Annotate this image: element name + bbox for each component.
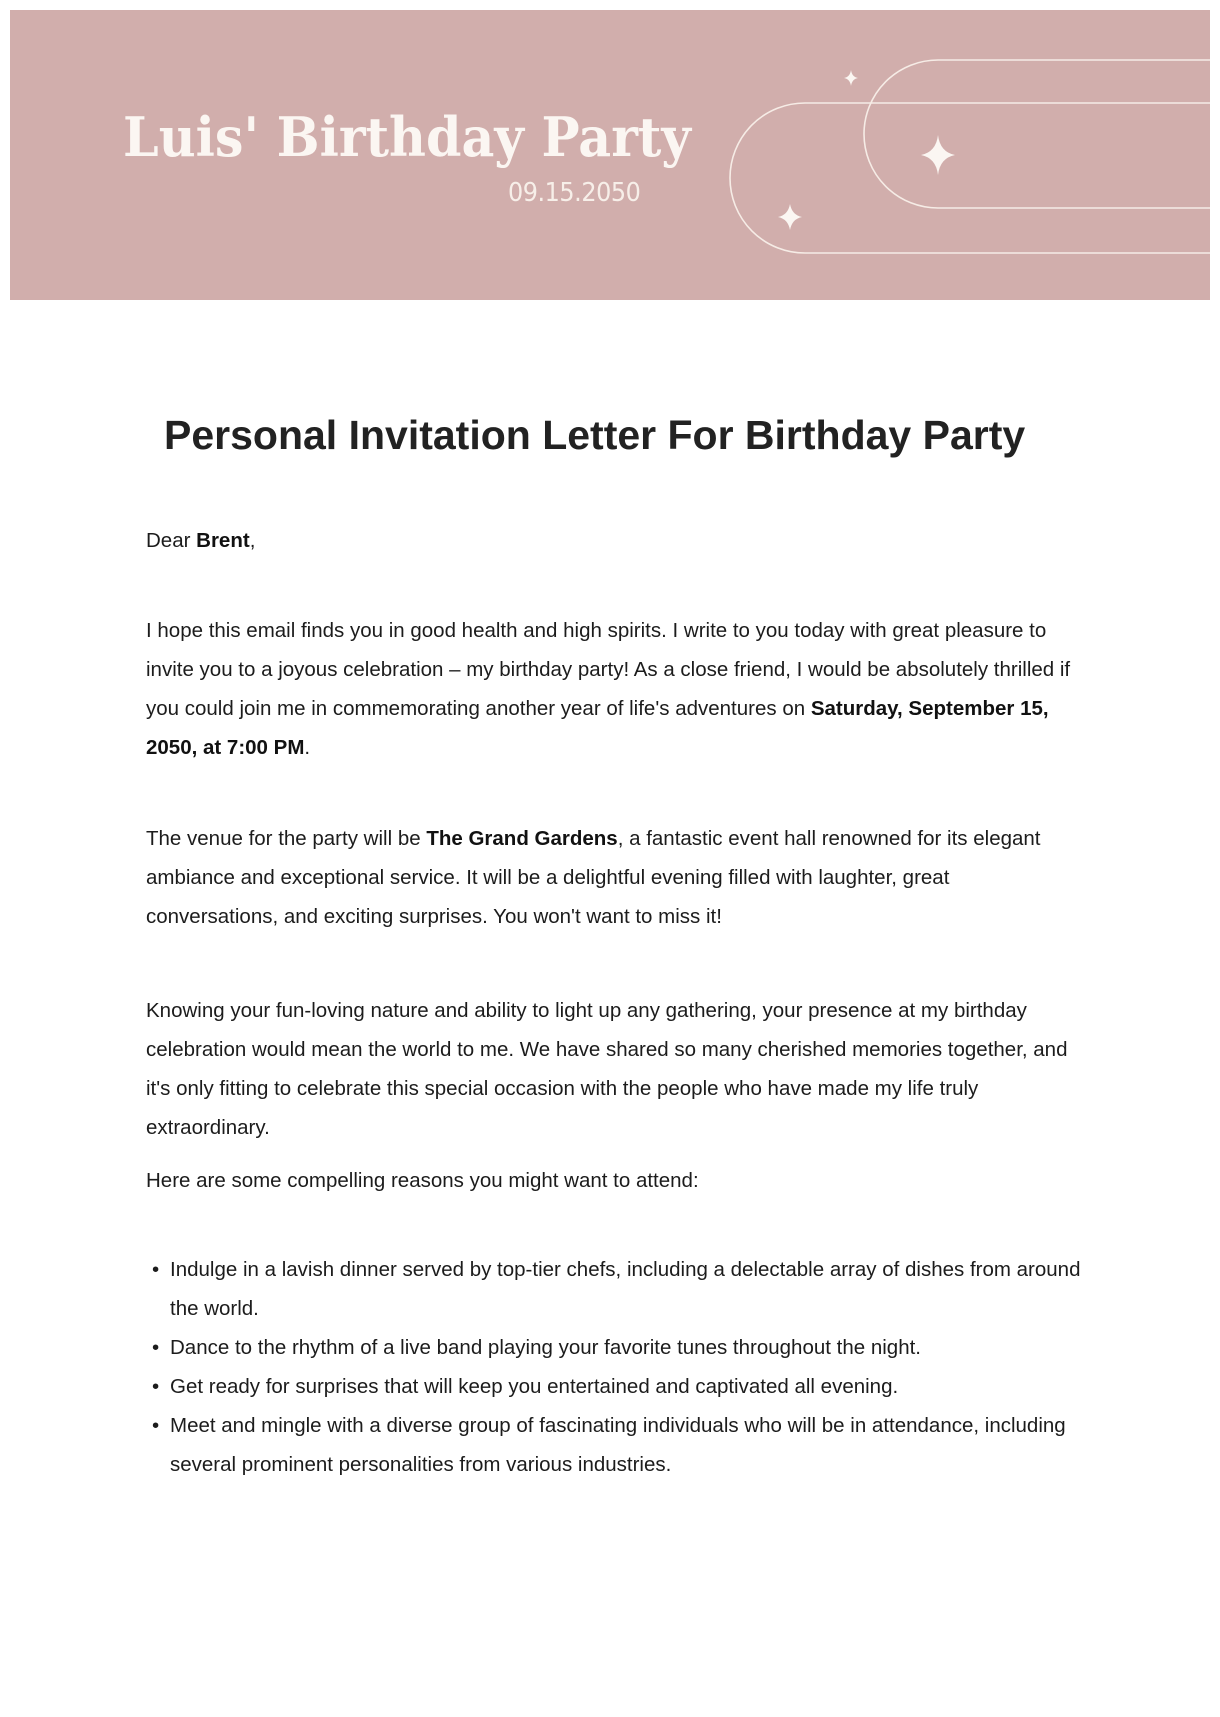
party-date: 09.15.2050 [508, 178, 641, 208]
venue-name: The Grand Gardens [426, 827, 618, 850]
list-item [152, 1328, 1110, 1367]
recipient-name: Brent [196, 529, 250, 552]
bullet-icon: • [152, 1375, 160, 1398]
paragraph-intro-text: I hope this email finds you in good health and high spirits. I write to you today with great pleasure to invite you to a joyous celebration – my birthday party! As a close friend, I would be absolutely thrilled if you could join me in commemorating another year of life's adventures on [146, 619, 1071, 720]
paragraph-venue-after: , a fantastic event hall renowned for its elegant ambiance and exceptional service. It will be a delightful evening filled with laughter, great conversations, and exciting surprises. You won't want to miss it! [146, 827, 1041, 928]
paragraph-venue [146, 819, 1086, 936]
list-item-text: Dance to the rhythm of a live band playing your favorite tunes throughout the night. [170, 1336, 921, 1359]
paragraph-reasons-intro: Here are some compelling reasons you might want to attend: [146, 1169, 699, 1192]
list-item [152, 1250, 1110, 1328]
event-datetime: Saturday, September 15, 2050, at 7:00 PM [146, 697, 1049, 759]
list-item-text: Get ready for surprises that will keep you entertained and captivated all evening. [170, 1375, 899, 1398]
reasons-list [146, 1250, 1110, 1484]
party-title: Luis' Birthday Party [123, 105, 691, 169]
paragraph-presence: Knowing your fun-loving nature and ability to light up any gathering, your presence at my birthday celebration would mean the world to me. We have shared so many cherished memories together, and it's only fitting to celebrate this special occasion with the people who have made my life truly extraordinary. [146, 999, 1068, 1139]
list-item [152, 1367, 1110, 1406]
paragraph-venue-before: The venue for the party will be [146, 827, 427, 850]
paragraph-intro [146, 611, 1086, 767]
bullet-icon: • [152, 1258, 160, 1281]
sparkle-large-icon [921, 135, 955, 175]
salutation-prefix: Dear [146, 529, 197, 552]
sparkle-medium-icon [778, 204, 802, 230]
bullet-icon: • [152, 1336, 160, 1359]
list-item [152, 1406, 1110, 1484]
header-banner [10, 10, 1210, 300]
list-item-text: Indulge in a lavish dinner served by top-tier chefs, including a delectable array of dishes from around the world. [170, 1258, 1081, 1320]
salutation [146, 521, 1086, 560]
sparkle-small-icon [844, 70, 858, 86]
bullet-icon: • [152, 1414, 160, 1437]
letter-title: Personal Invitation Letter For Birthday Party [164, 412, 1026, 458]
list-item-text: Meet and mingle with a diverse group of fascinating individuals who will be in attendance, including several prominent personalities from various industries. [170, 1414, 1066, 1476]
salutation-suffix: , [249, 529, 256, 552]
paragraph-intro-end: . [304, 736, 311, 759]
